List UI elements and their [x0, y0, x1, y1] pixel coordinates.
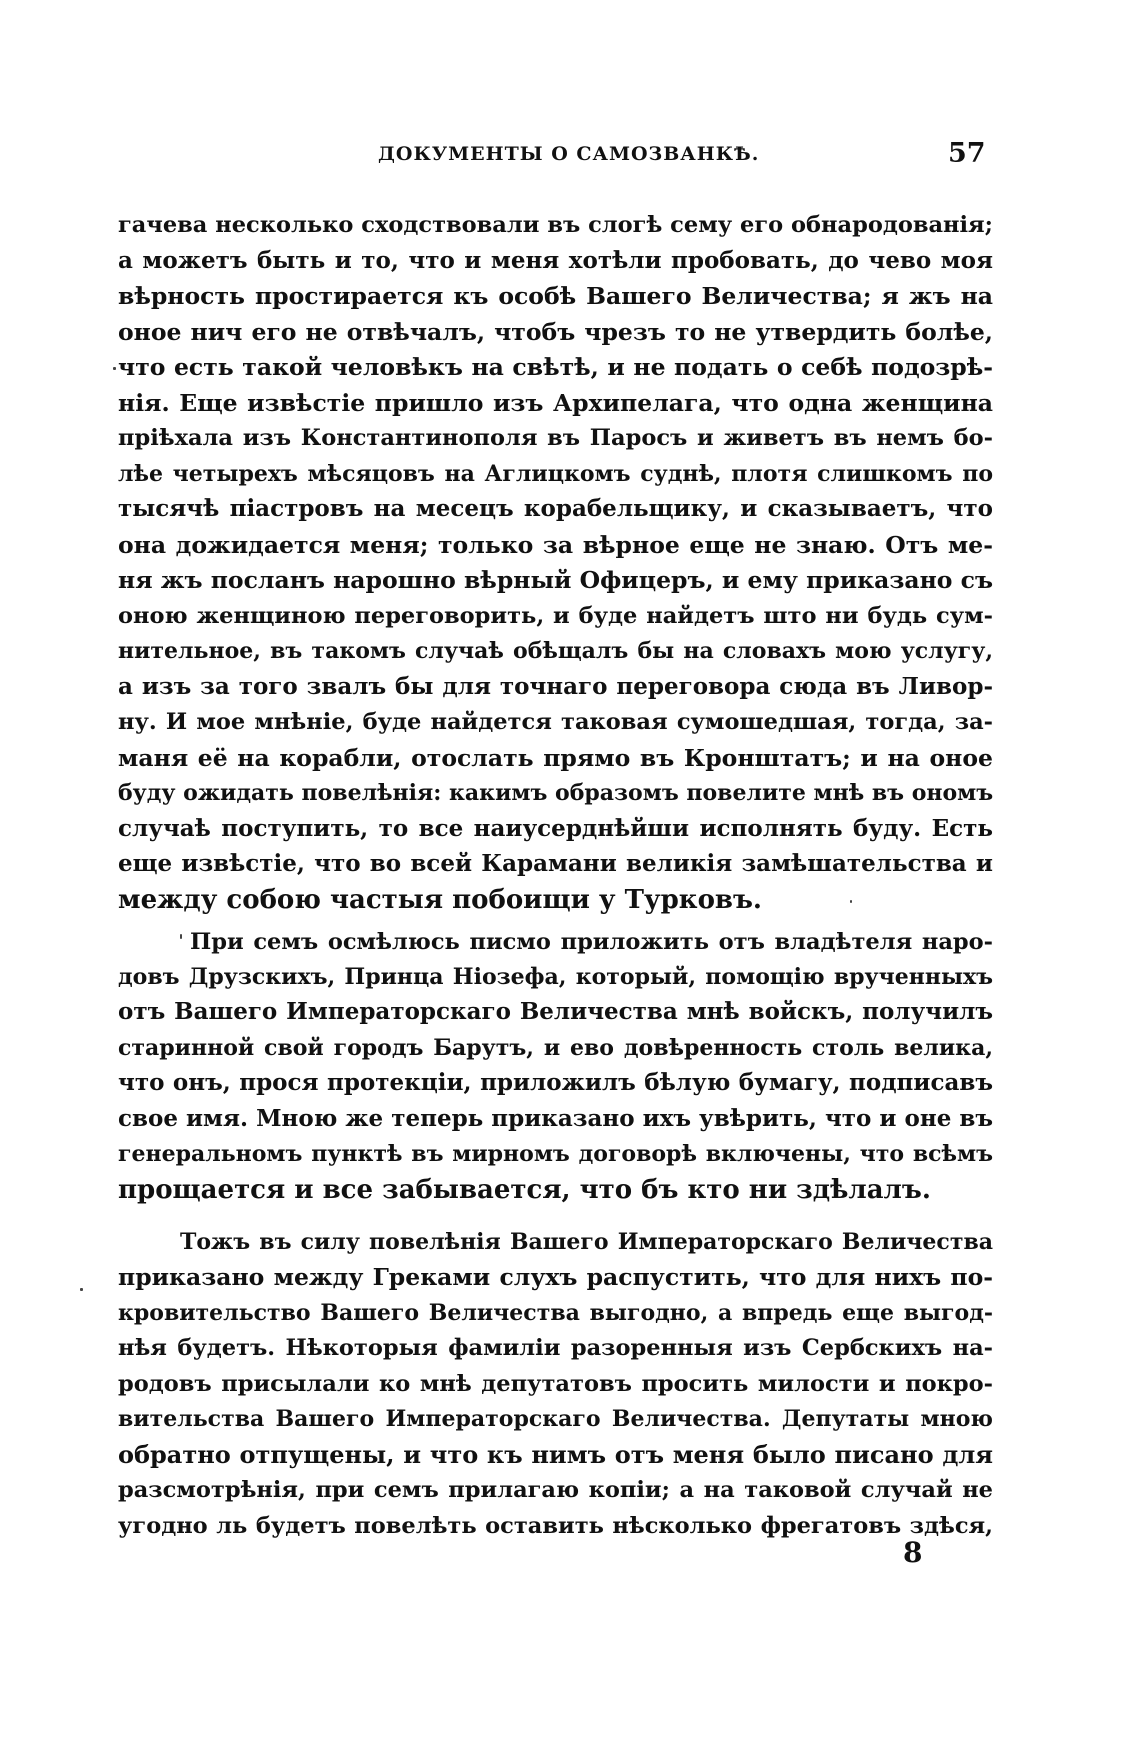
text-line: оною женщиною переговорить, и буде найдетъ што ни будь сум-	[118, 603, 993, 629]
text-line: довъ Друзскихъ, Принца Ніозефа, который, помощію врученныхъ	[118, 964, 993, 990]
page-number: 57	[948, 138, 986, 169]
text-line: прощается и все забывается, что бъ кто ни здѣлалъ.	[118, 1175, 931, 1205]
stray-mark	[850, 900, 852, 903]
text-line: лѣе четырехъ мѣсяцовъ на Аглицкомъ суднѣ, плотя слишкомъ по	[118, 461, 993, 487]
text-line: а можетъ быть и то, что и меня хотѣли пробовать, до чево моя	[118, 247, 993, 274]
text-line: нѣя будетъ. Нѣкоторыя фамиліи разоренныя изъ Сербскихъ на-	[118, 1335, 993, 1361]
text-line: буду ожидать повелѣнія: какимъ образомъ повелите мнѣ въ ономъ	[118, 780, 993, 806]
text-line: пріѣхала изъ Константинополя въ Паросъ и живетъ въ немъ бо-	[118, 425, 993, 451]
text-line: нія. Еще извѣстіе пришло изъ Архипелага, что одна женщина	[118, 389, 993, 417]
text-line: маня её на корабли, отослать прямо въ Кронштатъ; и на оное	[118, 744, 993, 772]
text-line: свое имя. Мною же теперь приказано ихъ увѣрить, что и оне въ	[118, 1105, 993, 1132]
text-line: кровительство Вашего Величества выгодно, а впредь еще выгод-	[118, 1300, 993, 1326]
text-line: приказано между Греками слухъ распустить, что для нихъ по-	[118, 1263, 993, 1291]
text-line: При семъ осмѣлюсь писмо приложить отъ владѣтеля наро-	[190, 929, 993, 955]
text-line: вительства Вашего Императорскаго Величества. Депутаты мною	[118, 1406, 993, 1432]
text-line: случаѣ поступить, то все наиусерднѣйши исполнять буду. Есть	[118, 815, 993, 842]
text-line: нительное, въ такомъ случаѣ обѣщалъ бы на словахъ мою услугу,	[118, 638, 993, 664]
text-line: что есть такой человѣкъ на свѣтѣ, и не подать о себѣ подозрѣ-	[118, 353, 993, 381]
text-line: ня жъ посланъ нарошно вѣрный Офицеръ, и ему приказано съ	[118, 566, 993, 594]
text-line: а изъ за того звалъ бы для точнаго переговора сюда въ Ливор-	[118, 673, 993, 700]
stray-mark	[80, 1288, 83, 1291]
text-line: вѣрность простирается къ особѣ Вашего Величества; я жъ на	[118, 282, 993, 310]
text-line: она дожидается меня; только за вѣрное еще не знаю. Отъ ме-	[118, 531, 993, 559]
text-line: что онъ, прося протекціи, приложилъ бѣлую бумагу, подписавъ	[118, 1069, 993, 1096]
text-line: генеральномъ пунктѣ въ мирномъ договорѣ включены, что всѣмъ	[118, 1141, 993, 1167]
text-line: старинной свой городъ Барутъ, и ево довѣренность столь велика,	[118, 1035, 993, 1061]
text-line: ну. И мое мнѣніе, буде найдется таковая сумошедшая, тогда, за-	[118, 709, 993, 735]
signature-mark: 8	[903, 1536, 923, 1569]
running-head: ДОКУМЕНТЫ О САМОЗВАНКѢ.	[378, 143, 760, 165]
text-line: угодно ль будетъ повелѣть оставить нѣсколько фрегатовъ здѣся,	[118, 1513, 993, 1539]
text-line: Тожъ въ силу повелѣнія Вашего Императорскаго Величества	[180, 1229, 993, 1255]
stray-mark	[180, 934, 182, 939]
text-line: оное нич его не отвѣчалъ, чтобъ чрезъ то не утвердить болѣе,	[118, 318, 993, 346]
text-line: тысячѣ піастровъ на месецъ корабельщику, и сказываетъ, что	[118, 495, 993, 522]
text-line: обратно отпущены, и что къ нимъ отъ меня было писано для	[118, 1440, 993, 1469]
stray-mark	[113, 367, 116, 370]
text-line: родовъ присылали ко мнѣ депутатовъ просить милости и покро-	[118, 1371, 993, 1397]
text-line: гачева несколько сходствовали въ слогѣ сему его обнародованія;	[118, 212, 993, 238]
text-line: разсмотрѣнія, при семъ прилагаю копіи; а на таковой случай не	[118, 1477, 993, 1503]
text-line: отъ Вашего Императорскаго Величества мнѣ войскъ, получилъ	[118, 998, 993, 1025]
text-line: еще извѣстіе, что во всей Карамани великія замѣшательства и	[118, 850, 993, 877]
text-line: между собою частыя побоищи у Турковъ.	[118, 885, 762, 915]
